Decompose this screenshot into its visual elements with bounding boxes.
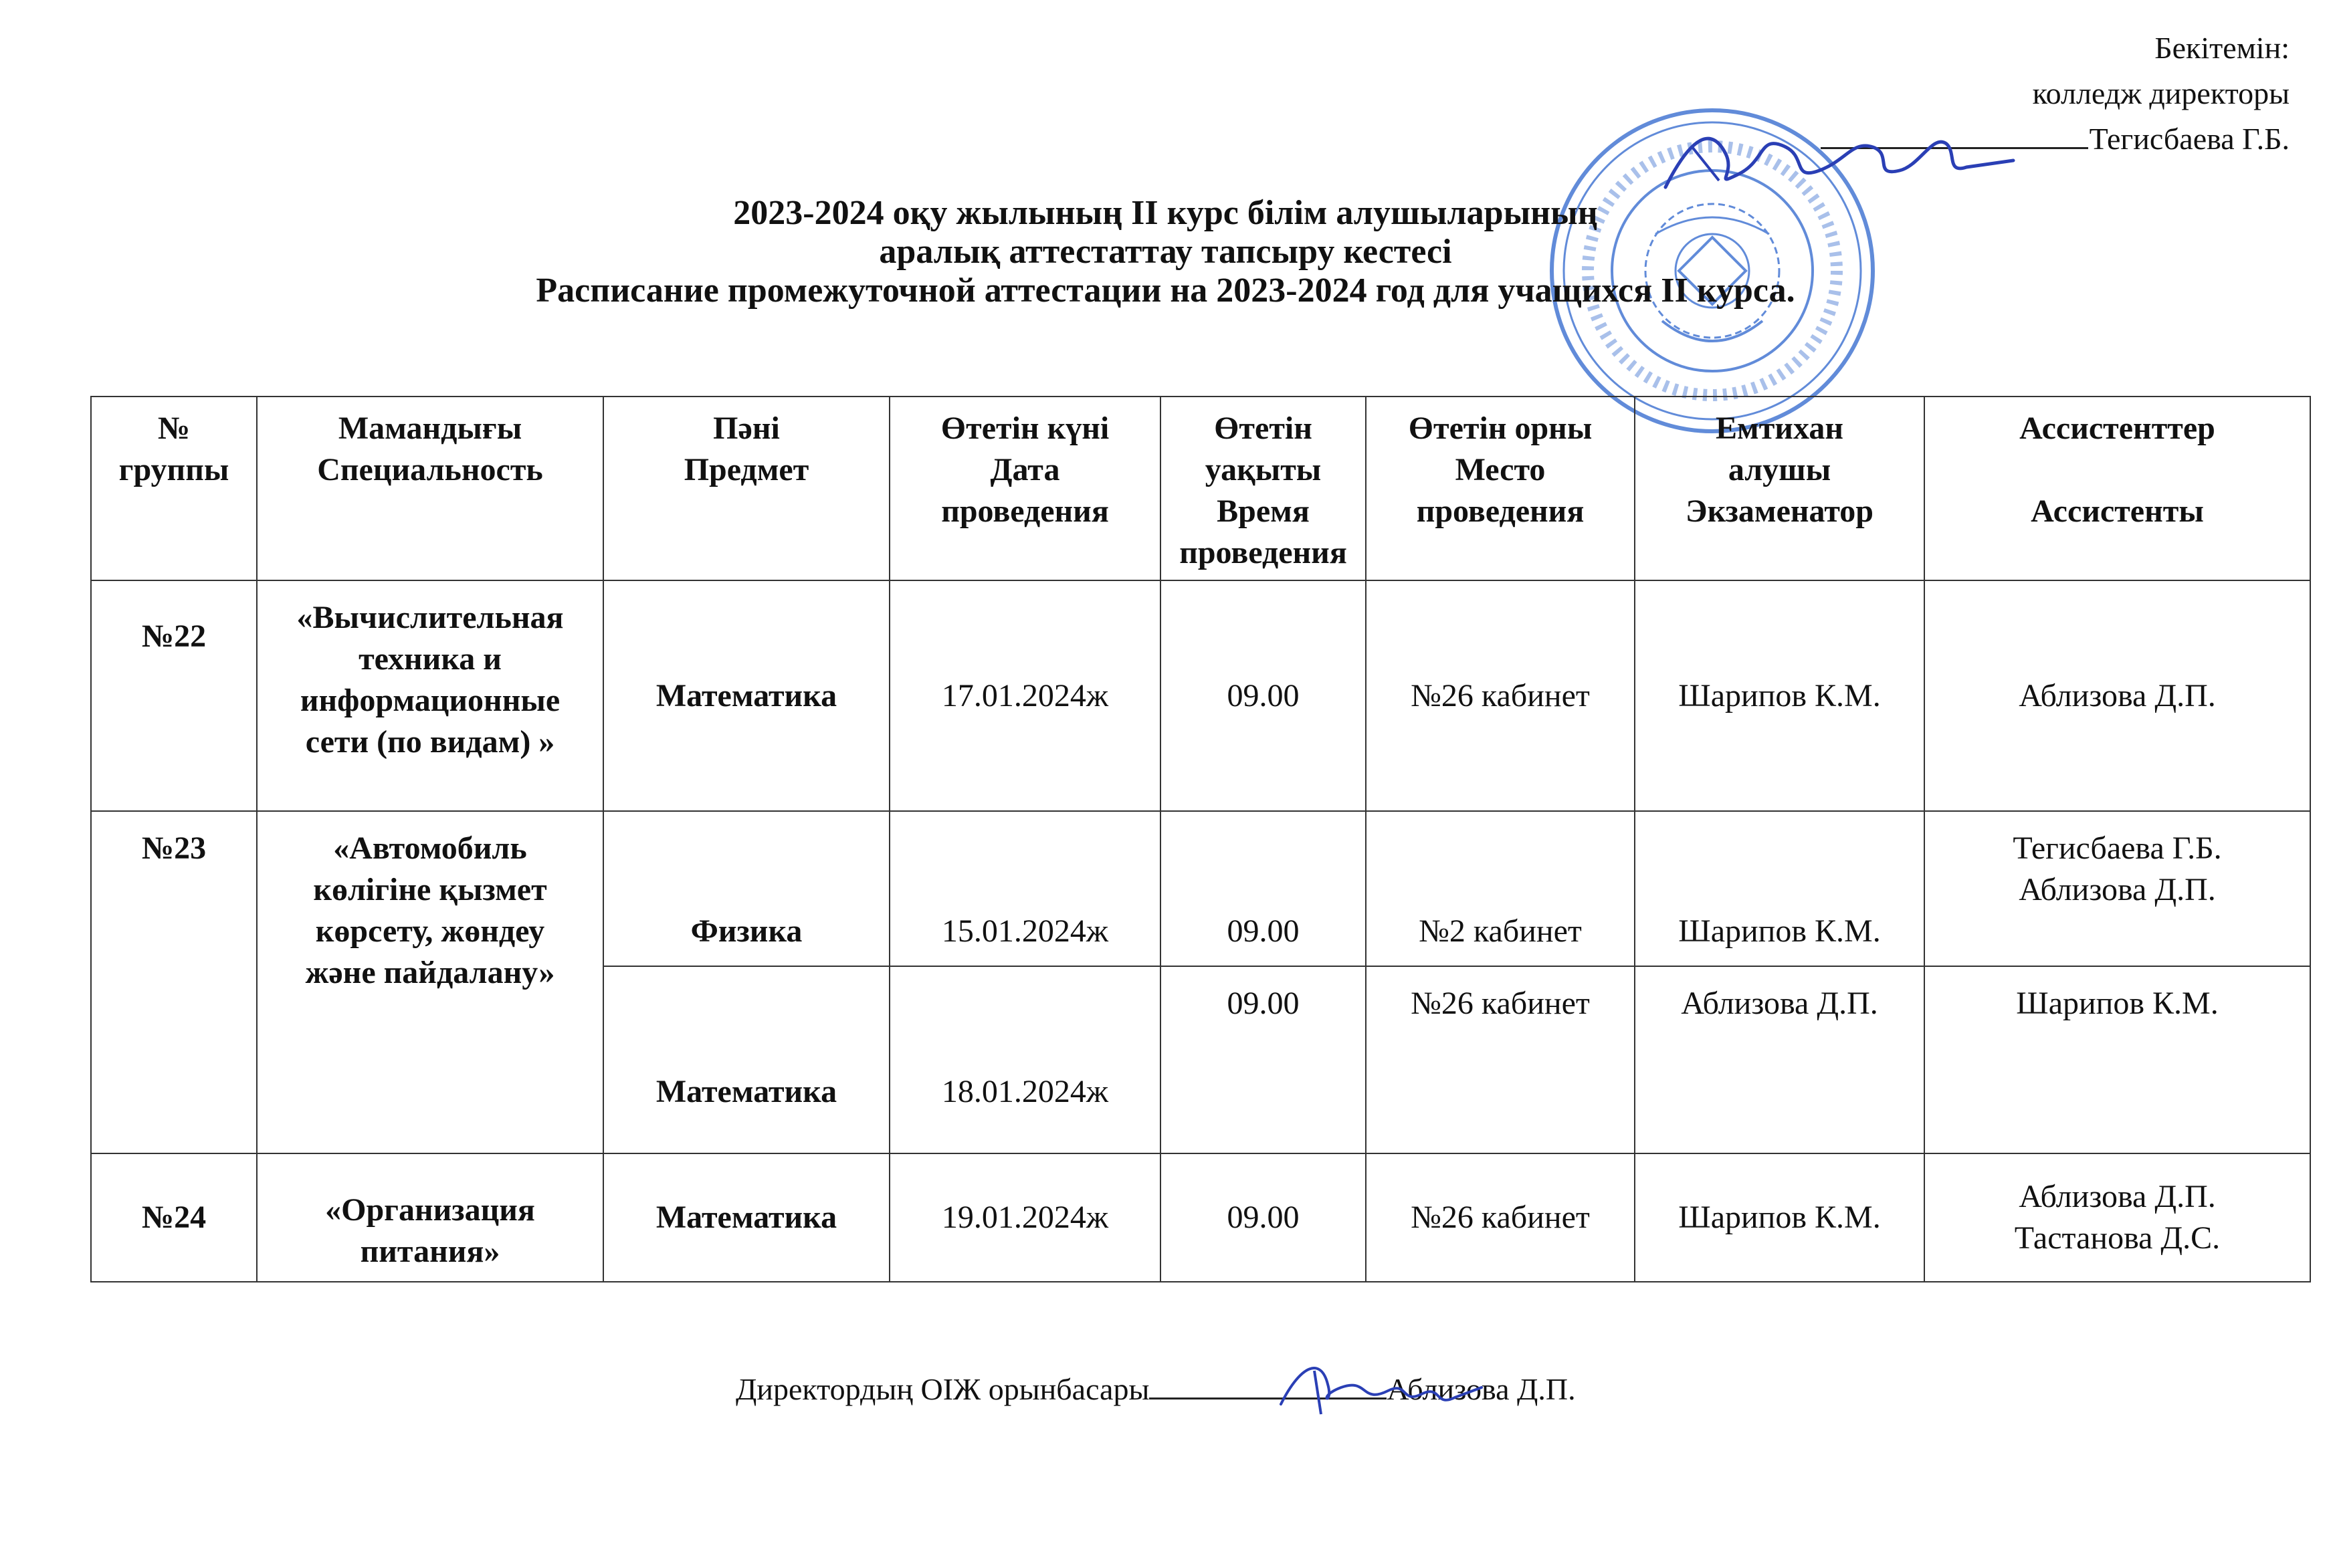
title-line-kz-1: 2023-2024 оқу жылының II курс білім алушыларының: [733, 194, 1598, 232]
place-cell: №26 кабинет: [1366, 580, 1635, 811]
place-cell: №26 кабинет: [1366, 1153, 1635, 1282]
header-time: [1160, 397, 1366, 580]
examiner-cell: Аблизова Д.П.: [1635, 966, 1924, 1153]
specialty-line: техника и: [359, 641, 502, 677]
approval-signature-line: [1821, 116, 2290, 162]
assistants-cell: [1924, 580, 2310, 811]
examiner-cell: Шарипов К.М.: [1635, 1153, 1924, 1282]
header-assistants: [1924, 397, 2310, 580]
specialty-line: информационные: [300, 683, 561, 718]
assistant-name: Аблизова Д.П.: [2019, 1179, 2216, 1214]
time-cell: 09.00: [1160, 1153, 1366, 1282]
header-text: проведения: [1179, 535, 1347, 570]
specialty-line: «Организация: [325, 1192, 535, 1228]
place-cell: №2 кабинет: [1366, 811, 1635, 966]
assistant-name: Тегисбаева Г.Б.: [2013, 830, 2222, 866]
header-text: Өтетін орны: [1408, 411, 1593, 446]
header-spacer: [1929, 449, 2306, 491]
title-line-kz-2: аралық аттестаттау тапсыру кестесі: [879, 233, 1452, 271]
header-text: проведения: [1416, 493, 1585, 529]
deputy-role: Директордың ОІЖ орынбасары: [736, 1372, 1150, 1406]
table-row: [91, 1153, 2310, 1282]
exam-schedule-table: [90, 396, 2311, 1282]
assistant-name: Аблизова Д.П.: [2019, 872, 2216, 907]
header-text: алушы: [1728, 452, 1831, 487]
subject-cell: Физика: [603, 811, 890, 966]
date-cell: 18.01.2024ж: [890, 966, 1160, 1153]
header-text: Өтетін: [1214, 411, 1312, 446]
place-cell: №26 кабинет: [1366, 966, 1635, 1153]
approval-line1: Бекітемін:: [2154, 31, 2290, 65]
header-place: [1366, 397, 1635, 580]
header-examiner: [1635, 397, 1924, 580]
header-text: Место: [1455, 452, 1546, 487]
time-cell: 09.00: [1160, 811, 1366, 966]
examiner-cell: Шарипов К.М.: [1635, 811, 1924, 966]
assistants-cell: [1924, 1153, 2310, 1282]
signature-underline: [1821, 116, 2088, 149]
assistant-name: Аблизова Д.П.: [2019, 677, 2216, 713]
assistant-name: Шарипов К.М.: [2016, 986, 2219, 1021]
assistants-cell: [1924, 811, 2310, 966]
subject-cell: Математика: [603, 580, 890, 811]
specialty-cell: [257, 1153, 603, 1282]
header-text: Предмет: [684, 452, 809, 487]
signature-underline: [1149, 1371, 1387, 1399]
specialty-line: «Автомобиль: [333, 830, 527, 866]
footer-signature-block: [736, 1371, 1576, 1407]
table-row: [91, 580, 2310, 811]
header-specialty: [257, 397, 603, 580]
date-cell: 15.01.2024ж: [890, 811, 1160, 966]
table-row: [91, 811, 2310, 966]
header-text: Мамандығы: [338, 411, 522, 446]
header-text: Пәні: [713, 411, 780, 446]
specialty-cell: [257, 811, 603, 1153]
group-cell: №24: [91, 1153, 257, 1282]
director-name: Тегисбаева Г.Б.: [2089, 122, 2290, 156]
subject-cell: Математика: [603, 966, 890, 1153]
assistant-name: Тастанова Д.С.: [2014, 1220, 2221, 1256]
header-text: Время: [1217, 493, 1310, 529]
assistants-cell: [1924, 966, 2310, 1153]
date-cell: 17.01.2024ж: [890, 580, 1160, 811]
header-text: Дата: [990, 452, 1060, 487]
specialty-line: питания»: [360, 1234, 500, 1269]
specialty-cell: [257, 580, 603, 811]
table-header-row: [91, 397, 2310, 580]
examiner-cell: Шарипов К.М.: [1635, 580, 1924, 811]
header-text: Экзаменатор: [1686, 493, 1873, 529]
specialty-line: сети (по видам) »: [305, 724, 555, 760]
time-cell: 09.00: [1160, 966, 1366, 1153]
header-text: проведения: [941, 493, 1109, 529]
header-subject: [603, 397, 890, 580]
approval-line2: колледж директоры: [2032, 76, 2290, 110]
header-text: №: [157, 411, 191, 446]
specialty-line: және пайдалану»: [305, 955, 555, 990]
deputy-name: Аблизова Д.П.: [1387, 1372, 1576, 1406]
specialty-line: «Вычислительная: [296, 600, 564, 635]
header-text: Ассистенты: [2031, 493, 2204, 529]
header-text: Специальность: [317, 452, 543, 487]
header-text: Емтихан: [1716, 411, 1843, 446]
document-title: [0, 194, 2331, 310]
date-cell: 19.01.2024ж: [890, 1153, 1160, 1282]
header-text: Өтетін күні: [940, 411, 1110, 446]
title-line-ru: Расписание промежуточной аттестации на 2023-2024 год для учащихся II курса.: [536, 271, 1795, 310]
header-text: группы: [118, 452, 229, 487]
header-date: [890, 397, 1160, 580]
approval-block: [1821, 25, 2290, 162]
group-cell: №22: [91, 580, 257, 811]
header-group: [91, 397, 257, 580]
header-text: уақыты: [1205, 452, 1322, 487]
specialty-line: көлігіне қызмет: [313, 872, 547, 907]
time-cell: 09.00: [1160, 580, 1366, 811]
specialty-line: көрсету, жөндеу: [315, 913, 545, 949]
subject-cell: Математика: [603, 1153, 890, 1282]
header-text: Ассистенттер: [2019, 411, 2215, 446]
group-cell: №23: [91, 811, 257, 1153]
